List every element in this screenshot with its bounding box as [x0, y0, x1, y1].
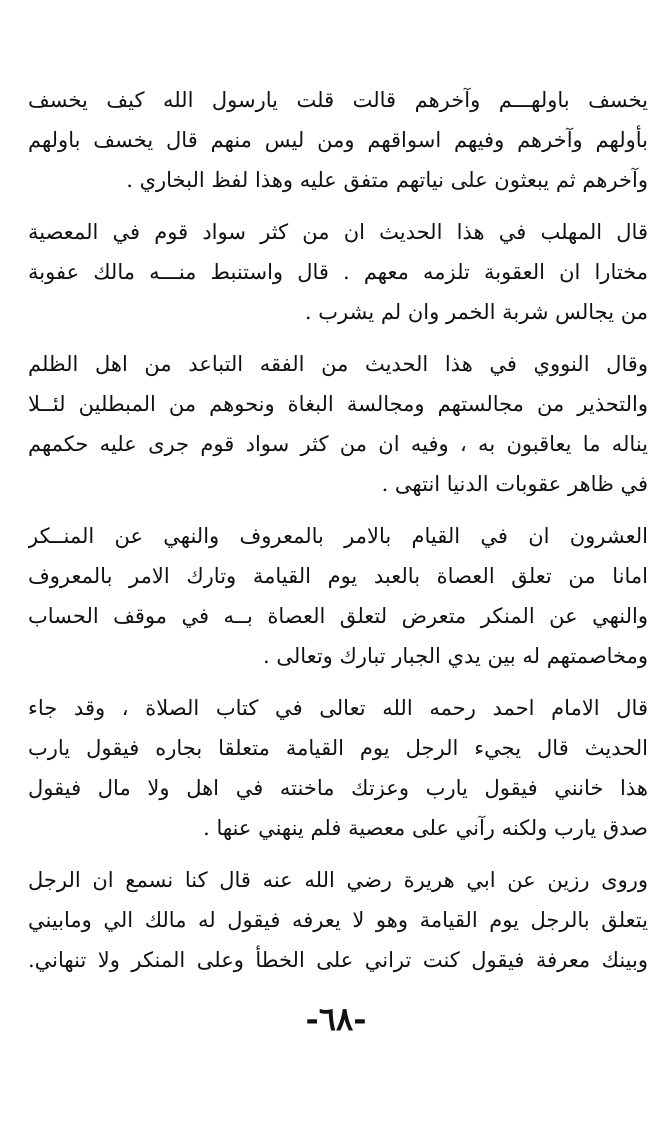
text-line: هذا خانني فيقول يارب وعزتك ماخنته في اهل ولا مال فيقول: [28, 776, 648, 800]
text-line: ومخاصمتهم له بين يدي الجبار تبارك وتعالى .: [263, 644, 648, 668]
text-line: يتعلق بالرجل يوم القيامة وهو لا يعرفه فيقول له مالك الي ومابيني: [28, 908, 648, 932]
text-line: العشرون ان في القيام بالامر بالمعروف والنهي عن المنــكر: [28, 524, 648, 548]
paragraph-2: [28, 212, 648, 332]
page-number: -٦٨-: [305, 1000, 367, 1038]
text-line: بأولهم وآخرهم وفيهم اسواقهم ومن ليس منهم قال يخسف باولهم: [28, 128, 648, 152]
text-line: قال الامام احمد رحمه الله تعالى في كتاب الصلاة ، وقد جاء: [28, 696, 648, 720]
paragraph-6: [28, 860, 648, 980]
text-line: من يجالس شربة الخمر وان لم يشرب .: [304, 300, 648, 324]
text-line: يخسف باولهـــم وآخرهم قالت قلت يارسول الله كيف يخسف: [28, 88, 648, 112]
text-line: الحديث قال يجيء الرجل يوم القيامة متعلقا بجاره فيقول يارب: [28, 736, 648, 760]
text-line: وقال النووي في هذا الحديث من الفقه التباعد من اهل الظلم: [28, 352, 648, 376]
text-line: وآخرهم ثم يبعثون على نياتهم متفق عليه وهذا لفظ البخاري .: [126, 168, 648, 192]
text-line: امانا من تعلق العصاة بالعبد يوم القيامة وتارك الامر بالمعروف: [28, 564, 648, 588]
text-line: وبينك معرفة فيقول كنت تراني على الخطأ وعلى المنكر ولا تنهاني.: [28, 948, 648, 972]
text-line: والنهي عن المنكر متعرض لتعلق العصاة بــه في موقف الحساب: [28, 604, 648, 628]
paragraph-4: [28, 516, 648, 676]
text-line: صدق يارب ولكنه رآني على معصية فلم ينهني عنها .: [203, 816, 648, 840]
text-line: في ظاهر عقوبات الدنيا انتهى .: [381, 472, 648, 496]
paragraph-1: [28, 80, 648, 200]
paragraph-3: [28, 344, 648, 504]
page-body: [28, 80, 648, 992]
text-line: مختارا ان العقوبة تلزمه معهم . قال واستنبط منـــه مالك عفوبة: [28, 260, 648, 284]
text-line: وروى رزين عن ابي هريرة رضي الله عنه قال كنا نسمع ان الرجل: [28, 868, 648, 892]
text-line: والتحذير من مجالستهم ومجالسة البغاة ونحوهم من المبطلين لئــلا: [28, 392, 648, 416]
paragraph-5: [28, 688, 648, 848]
text-line: يناله ما يعاقبون به ، وفيه ان من كثر سواد قوم جرى عليه حكمهم: [28, 432, 648, 456]
text-line: قال المهلب في هذا الحديث ان من كثر سواد قوم في المعصية: [28, 220, 648, 244]
